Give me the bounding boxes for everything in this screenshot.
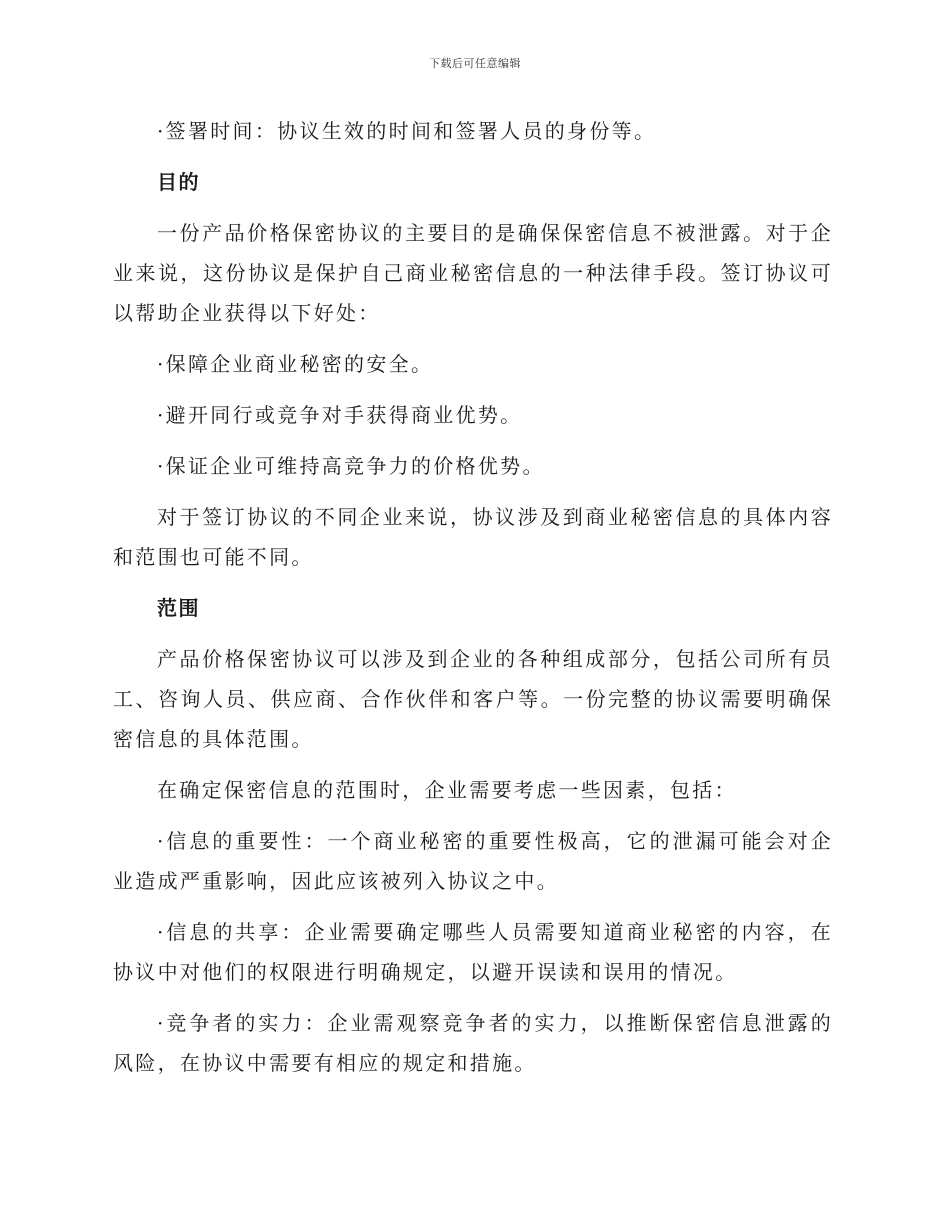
section-heading-purpose: 目的 (157, 170, 200, 194)
document-body (113, 111, 833, 1094)
paragraph-scope-intro: 产品价格保密协议可以涉及到企业的各种组成部分，包括公司所有员工、咨询人员、供应商、合作伙伴和客户等。一份完整的协议需要明确保密信息的具体范围。 (113, 647, 833, 751)
bullet-competitor-strength: ·竞争者的实力：企业需观察竞争者的实力，以推断保密信息泄露的风险，在协议中需要有相应的规定和措施。 (113, 1011, 833, 1075)
bullet-avoid-competitors: ·避开同行或竞争对手获得商业优势。 (157, 403, 523, 427)
page-header-note: 下载后可任意编辑 (429, 57, 521, 70)
paragraph-purpose-intro: 一份产品价格保密协议的主要目的是确保保密信息不被泄露。对于企业来说，这份协议是保护自己商业秘密信息的一种法律手段。签订协议可以帮助企业获得以下好处： (113, 221, 833, 325)
bullet-information-sharing: ·信息的共享：企业需要确定哪些人员需要知道商业秘密的内容，在协议中对他们的权限进行明确规定，以避开误读和误用的情况。 (113, 920, 833, 984)
bullet-information-importance: ·信息的重要性：一个商业秘密的重要性极高，它的泄漏可能会对企业造成严重影响，因此应该被列入协议之中。 (113, 829, 833, 893)
section-heading-scope: 范围 (157, 596, 200, 620)
paragraph-purpose-note: 对于签订协议的不同企业来说，协议涉及到商业秘密信息的具体内容和范围也可能不同。 (113, 505, 833, 569)
paragraph-scope-factors: 在确定保密信息的范围时，企业需要考虑一些因素，包括： (157, 778, 737, 802)
bullet-price-advantage: ·保证企业可维持高竞争力的价格优势。 (157, 454, 545, 478)
bullet-signing-time: ·签署时间：协议生效的时间和签署人员的身份等。 (157, 119, 657, 143)
bullet-protect-secrets: ·保障企业商业秘密的安全。 (157, 352, 434, 376)
